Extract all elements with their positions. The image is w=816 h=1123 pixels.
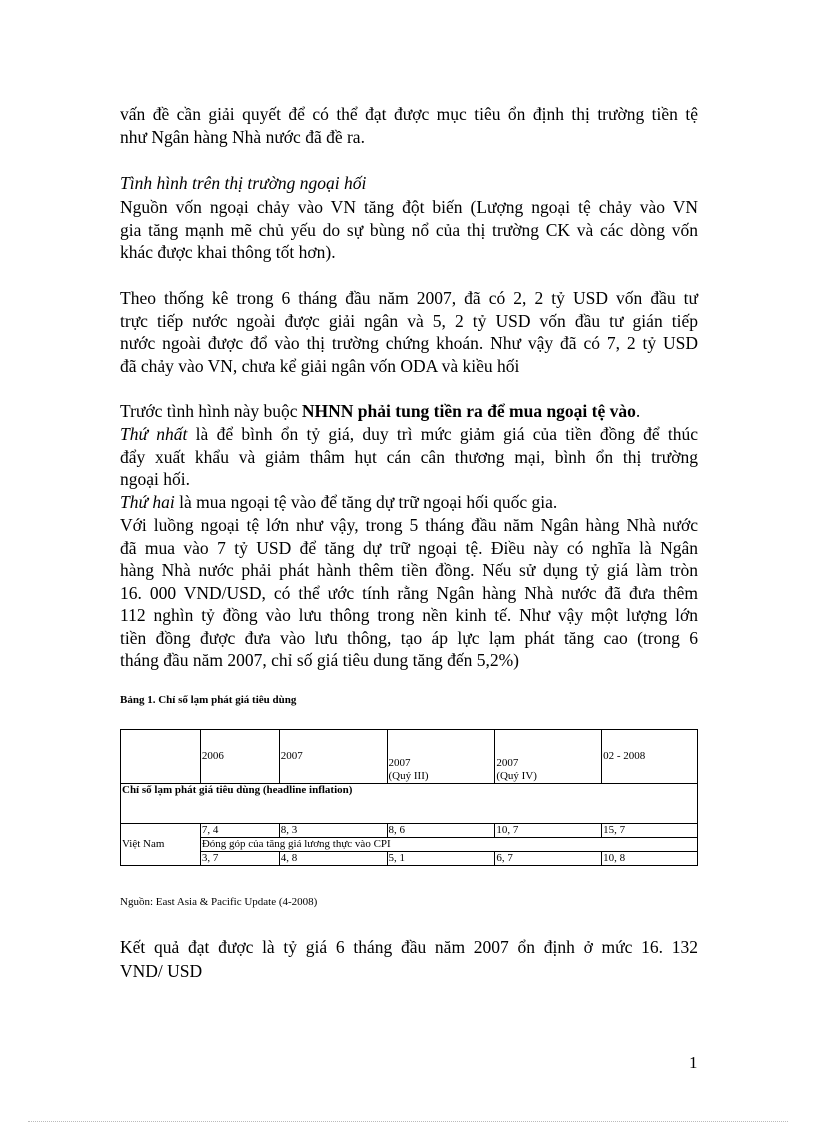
paragraph-result [120,935,698,983]
text-line: như Ngân hàng Nhà nước đã đề ra. [120,126,365,147]
text-line: đẩy xuất khẩu và giảm thâm hụt cán cân thương mại, bình ổn thị trường [120,446,698,467]
table-cell: 10, 8 [602,852,698,866]
table-cell: 15, 7 [602,824,698,838]
text-line: tháng đầu năm 2007, chỉ số giá tiêu dung tăng đến 5,2%) [120,650,520,670]
text-span: là mua ngoại tệ vào để tăng dự trữ ngoại hối quốc gia. [174,492,558,512]
text-line [120,491,698,514]
table-section-title: Chỉ số lạm phát giá tiêu dùng (headline inflation) [121,784,698,824]
table-row [121,824,698,838]
table-cell: 8, 6 [387,824,495,838]
text-line: đã mua vào 7 tỷ USD để tăng dự trữ ngoại tệ. Điều này có nghĩa là Ngân [120,537,698,558]
text-line: Theo thống kê trong 6 tháng đầu năm 2007, đã có 2, 2 tỷ USD vốn đầu tư [120,288,698,308]
paragraph-nhnn [120,400,698,423]
table-corner-cell [121,730,201,784]
text-end: . [635,401,641,421]
table-header-cell: 02 - 2008 [602,730,698,784]
paragraph-statistics [120,287,698,377]
table-cell: 4, 8 [279,852,387,866]
table-contribution-label: Đóng góp của tăng giá lương thực vào CPI [200,838,697,852]
paragraph-second-reason [120,491,698,514]
table-header-cell: 2007 (Quý III) [387,730,495,784]
paragraph-intro [120,103,698,148]
text-line: 112 nghìn tỷ đồng vào lưu thông trong nền kinh tế. Như vậy một lượng lớn [120,605,698,625]
inflation-table [120,729,698,866]
text-line: VND/ USD [120,961,203,981]
table-cell: 3, 7 [200,852,279,866]
table-cell: 7, 4 [200,824,279,838]
page-number: 1 [689,1053,698,1072]
text-line: Kết quả đạt được là tỷ giá 6 tháng đầu năm 2007 ổn định ở mức 16. 132 [120,937,698,957]
table-cell: 5, 1 [387,852,495,866]
text-line: tiền đồng được đưa vào lưu thông, tạo áp lực lạm phát tăng cao (trong 6 [120,627,698,648]
text-line: đã chảy vào VN, chưa kể giải ngân vốn ODA và kiều hối [120,355,520,376]
bold-emphasis: NHNN phải tung tiền ra để mua ngoại tệ vào [301,401,636,421]
second-label: Thứ hai [120,492,175,512]
table-header-cell: 2007 (Quý IV) [495,730,602,784]
text-line: nước ngoài được đổ vào thị trường chứng khoán. Như vậy đã có 7, 2 tỷ USD [120,333,698,353]
text-line [120,423,698,446]
table-cell: 8, 3 [279,824,387,838]
text-line [120,400,698,423]
text-line: khác được khai thông tốt hơn). [120,242,336,262]
text-line: ngoại hối. [120,469,190,489]
table-cell: 6, 7 [495,852,602,866]
paragraph-first-reason [120,423,698,491]
table-section-row [121,784,698,824]
table-row [121,852,698,866]
table-cell: 10, 7 [495,824,602,838]
section-heading-text: Tình hình trên thị trường ngoại hối [120,173,367,193]
text-line: vấn đề cần giải quyết để có thể đạt được mục tiêu ổn định thị trường tiền tệ [120,104,698,124]
text-line: hàng Nhà nước phải phát hành thêm tiền đồng. Nếu sử dụng tỷ giá làm tròn [120,560,698,580]
paragraph-money-supply [120,514,698,672]
first-label: Thứ nhất [120,424,188,444]
section-heading [120,172,698,195]
text-span: là để bình ổn tỷ giá, duy trì mức giảm giá của tiền đồng để thúc [187,424,698,444]
text-line: Nguồn vốn ngoại chảy vào VN tăng đột biến (Lượng ngoại tệ chảy vào VN [120,197,698,217]
text-line: Với luồng ngoại tệ lớn như vậy, trong 5 tháng đầu năm Ngân hàng Nhà nước [120,515,698,535]
text-line: gia tăng mạnh mẽ chủ yếu do sự bùng nổ của thị trường CK và các dòng vốn [120,219,698,240]
table-source: Nguồn: East Asia & Pacific Update (4-2008) [120,896,318,908]
table-row [121,838,698,852]
text-intro: Trước tình hình này buộc [120,401,302,421]
paragraph-capital-inflow [120,196,698,264]
text-line: trực tiếp nước ngoài được giải ngân và 5, 2 tỷ USD vốn đầu tư gián tiếp [120,310,698,331]
table-header-cell: 2006 [200,730,279,784]
page-bottom-rule [28,1121,788,1122]
table-caption: Bảng 1. Chỉ số lạm phát giá tiêu dùng [120,694,297,706]
table-header-row [121,730,698,784]
table-header-cell: 2007 [279,730,387,784]
table-country-cell: Việt Nam [121,824,201,866]
text-line: 16. 000 VND/USD, có thể ước tính rằng Ngân hàng Nhà nước đã đưa thêm [120,582,698,603]
